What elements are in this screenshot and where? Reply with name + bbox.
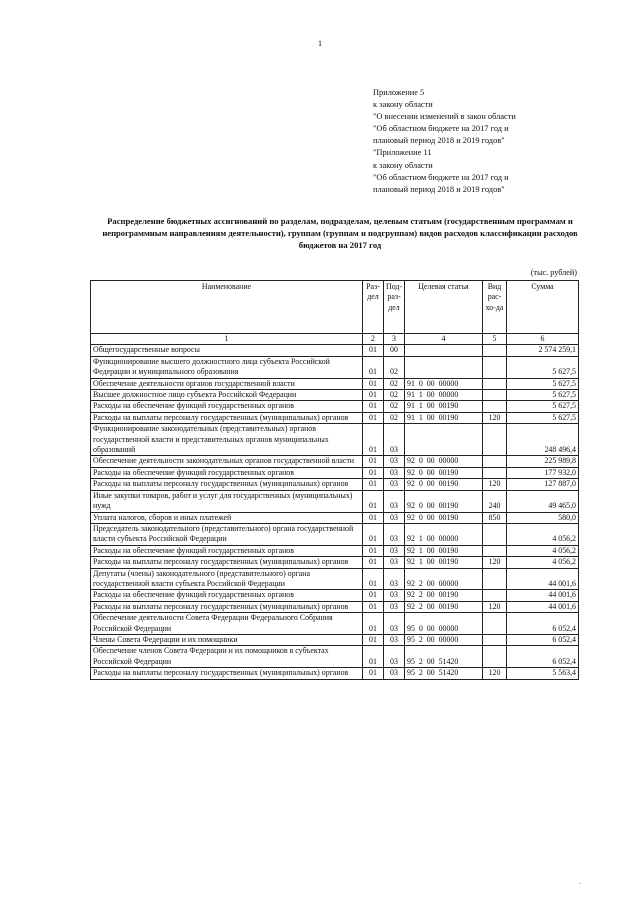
row-name: Общегосударственные вопросы	[91, 345, 363, 356]
row-subsection: 03	[384, 590, 405, 601]
row-subsection: 03	[384, 490, 405, 512]
table-row	[91, 401, 579, 412]
row-target-article: 92 1 00 00000	[405, 523, 483, 545]
header-line: плановый период 2018 и 2019 годов"	[373, 136, 505, 146]
table-row	[91, 512, 579, 523]
table-row	[91, 545, 579, 556]
column-number: 1	[91, 334, 363, 345]
row-name: Уплата налогов, сборов и иных платежей	[91, 512, 363, 523]
row-subsection: 02	[384, 401, 405, 412]
row-section: 01	[363, 613, 384, 635]
row-section: 01	[363, 568, 384, 590]
row-section: 01	[363, 634, 384, 645]
table-row	[91, 345, 579, 356]
row-amount: 580,0	[507, 512, 579, 523]
column-header-name: Наименование	[91, 281, 363, 334]
table-row	[91, 601, 579, 612]
row-subsection: 03	[384, 634, 405, 645]
header-line: к закону области	[373, 100, 433, 110]
column-header-expense-type: Вид рас-хо-да	[483, 281, 507, 334]
row-section: 01	[363, 456, 384, 467]
row-amount: 6 052,4	[507, 613, 579, 635]
row-expense-type	[483, 545, 507, 556]
row-section: 01	[363, 545, 384, 556]
row-amount: 5 627,5	[507, 401, 579, 412]
row-name: Расходы на выплаты персоналу государственных (муниципальных) органов	[91, 479, 363, 490]
row-expense-type	[483, 401, 507, 412]
row-target-article: 91 1 00 00190	[405, 401, 483, 412]
row-subsection: 03	[384, 568, 405, 590]
row-section: 01	[363, 590, 384, 601]
row-subsection: 03	[384, 456, 405, 467]
row-amount: 5 627,5	[507, 390, 579, 401]
row-amount: 248 496,4	[507, 424, 579, 456]
appendix-header	[373, 87, 623, 196]
row-section: 01	[363, 467, 384, 478]
row-name: Высшее должностное лицо субъекта Российской Федерации	[91, 390, 363, 401]
row-name: Расходы на обеспечение функций государственных органов	[91, 590, 363, 601]
row-target-article: 92 2 00 00190	[405, 601, 483, 612]
page-number: 1	[317, 38, 323, 48]
table-row	[91, 390, 579, 401]
row-amount: 44 001,6	[507, 568, 579, 590]
row-target-article: 92 2 00 00000	[405, 568, 483, 590]
table-row	[91, 490, 579, 512]
row-expense-type	[483, 590, 507, 601]
row-section: 01	[363, 479, 384, 490]
row-target-article: 95 2 00 00000	[405, 634, 483, 645]
row-section: 01	[363, 523, 384, 545]
row-target-article: 92 1 00 00190	[405, 545, 483, 556]
row-expense-type	[483, 613, 507, 635]
row-section: 01	[363, 490, 384, 512]
row-section: 01	[363, 412, 384, 423]
row-target-article: 95 0 00 00000	[405, 613, 483, 635]
row-name: Обеспечение деятельности законодательных органов государственной власти	[91, 456, 363, 467]
row-subsection: 00	[384, 345, 405, 356]
row-subsection: 03	[384, 479, 405, 490]
row-amount: 44 001,6	[507, 590, 579, 601]
row-expense-type	[483, 345, 507, 356]
row-name: Расходы на выплаты персоналу государственных (муниципальных) органов	[91, 557, 363, 568]
table-row	[91, 668, 579, 679]
row-expense-type	[483, 378, 507, 389]
row-target-article	[405, 356, 483, 378]
row-name: Функционирование законодательных (представительных) органов государственной власти и представительных органов муниципальных образований	[91, 424, 363, 456]
row-expense-type	[483, 390, 507, 401]
row-expense-type	[483, 424, 507, 456]
row-amount: 127 887,0	[507, 479, 579, 490]
row-section: 01	[363, 512, 384, 523]
row-subsection: 03	[384, 545, 405, 556]
table-row	[91, 568, 579, 590]
row-amount: 2 574 259,1	[507, 345, 579, 356]
row-target-article: 92 2 00 00190	[405, 590, 483, 601]
row-subsection: 02	[384, 390, 405, 401]
row-section: 01	[363, 601, 384, 612]
table-row	[91, 467, 579, 478]
row-amount: 4 056,2	[507, 523, 579, 545]
row-subsection: 03	[384, 601, 405, 612]
row-section: 01	[363, 424, 384, 456]
document-title: Распределение бюджетных ассигнований по разделам, подразделам, целевым статьям (государственным программам и непрограммным направлениям деятельности), группам (группам и подгруппам) видов расходов классификации расходов бюджетов на 2017 год	[102, 216, 578, 250]
row-expense-type	[483, 356, 507, 378]
row-expense-type: 850	[483, 512, 507, 523]
row-section: 01	[363, 345, 384, 356]
units-label: (тыс. рублей)	[530, 268, 577, 277]
row-name: Расходы на обеспечение функций государственных органов	[91, 467, 363, 478]
header-line: плановый период 2018 и 2019 годов"	[373, 184, 505, 194]
row-subsection: 02	[384, 356, 405, 378]
row-expense-type: 120	[483, 557, 507, 568]
row-name: Расходы на выплаты персоналу государственных (муниципальных) органов	[91, 412, 363, 423]
row-expense-type	[483, 456, 507, 467]
table-row	[91, 646, 579, 668]
row-name: Члены Совета Федерации и их помощники	[91, 634, 363, 645]
table-row	[91, 634, 579, 645]
column-number: 3	[384, 334, 405, 345]
row-expense-type: 120	[483, 601, 507, 612]
column-number-row	[91, 334, 579, 345]
header-line: к закону области	[373, 160, 433, 170]
row-amount: 5 563,4	[507, 668, 579, 679]
row-amount: 5 627,5	[507, 412, 579, 423]
header-line: "Об областном бюджете на 2017 год и	[373, 172, 509, 182]
row-amount: 44 001,6	[507, 601, 579, 612]
header-line: Приложение 5	[373, 88, 425, 97]
table-row	[91, 412, 579, 423]
row-expense-type	[483, 646, 507, 668]
corner-mark: ·	[579, 880, 582, 888]
table-header-row	[91, 281, 579, 334]
row-subsection: 02	[384, 412, 405, 423]
row-subsection: 03	[384, 646, 405, 668]
row-section: 01	[363, 356, 384, 378]
row-subsection: 02	[384, 378, 405, 389]
row-target-article: 92 0 00 00190	[405, 479, 483, 490]
row-subsection: 03	[384, 523, 405, 545]
table-row	[91, 523, 579, 545]
table-row	[91, 424, 579, 456]
budget-table	[90, 280, 579, 680]
row-target-article: 92 0 00 00190	[405, 490, 483, 512]
row-expense-type: 120	[483, 479, 507, 490]
table-row	[91, 479, 579, 490]
row-name: Депутаты (члены) законодательного (представительного) органа государственной власти субъекта Российской Федерации	[91, 568, 363, 590]
row-target-article: 95 2 00 51420	[405, 646, 483, 668]
row-target-article: 92 0 00 00000	[405, 456, 483, 467]
row-target-article: 92 0 00 00190	[405, 512, 483, 523]
table-row	[91, 590, 579, 601]
table-row	[91, 557, 579, 568]
column-number: 6	[507, 334, 579, 345]
row-name: Расходы на выплаты персоналу государственных (муниципальных) органов	[91, 601, 363, 612]
row-subsection: 03	[384, 424, 405, 456]
row-amount: 5 627,5	[507, 356, 579, 378]
row-name: Иные закупки товаров, работ и услуг для государственных (муниципальных) нужд	[91, 490, 363, 512]
row-name: Расходы на обеспечение функций государственных органов	[91, 545, 363, 556]
row-target-article: 91 0 00 00000	[405, 378, 483, 389]
table-row	[91, 378, 579, 389]
row-amount: 6 052,4	[507, 634, 579, 645]
row-amount: 225 989,8	[507, 456, 579, 467]
row-amount: 4 056,2	[507, 557, 579, 568]
table-row	[91, 356, 579, 378]
row-target-article: 92 0 00 00190	[405, 467, 483, 478]
row-section: 01	[363, 390, 384, 401]
row-subsection: 03	[384, 512, 405, 523]
row-target-article: 92 1 00 00190	[405, 557, 483, 568]
row-amount: 6 052,4	[507, 646, 579, 668]
row-expense-type: 120	[483, 412, 507, 423]
row-expense-type	[483, 634, 507, 645]
row-amount: 49 465,0	[507, 490, 579, 512]
row-section: 01	[363, 557, 384, 568]
row-expense-type	[483, 523, 507, 545]
row-target-article	[405, 345, 483, 356]
row-target-article: 91 1 00 00190	[405, 412, 483, 423]
row-target-article: 91 1 00 00000	[405, 390, 483, 401]
row-expense-type: 120	[483, 668, 507, 679]
row-section: 01	[363, 646, 384, 668]
column-number: 5	[483, 334, 507, 345]
header-line: "О внесении изменений в закон области	[373, 112, 516, 122]
row-expense-type	[483, 568, 507, 590]
table-body	[91, 345, 579, 679]
row-subsection: 03	[384, 557, 405, 568]
table-row	[91, 613, 579, 635]
row-name: Функционирование высшего должностного лица субъекта Российской Федерации и муниципального образования	[91, 356, 363, 378]
row-target-article	[405, 424, 483, 456]
column-header-section: Раз-дел	[363, 281, 384, 334]
row-subsection: 03	[384, 613, 405, 635]
table-row	[91, 456, 579, 467]
column-number: 4	[405, 334, 483, 345]
row-name: Председатель законодательного (представительного) органа государственной власти субъекта Российской Федерации	[91, 523, 363, 545]
row-target-article: 95 2 00 51420	[405, 668, 483, 679]
row-section: 01	[363, 378, 384, 389]
row-name: Расходы на обеспечение функций государственных органов	[91, 401, 363, 412]
header-line: "Приложение 11	[373, 148, 432, 158]
column-number: 2	[363, 334, 384, 345]
row-name: Расходы на выплаты персоналу государственных (муниципальных) органов	[91, 668, 363, 679]
header-line: "Об областном бюджете на 2017 год и	[373, 124, 509, 134]
row-name: Обеспечение деятельности органов государственной власти	[91, 378, 363, 389]
column-header-subsection: Под-раз-дел	[384, 281, 405, 334]
row-amount: 4 056,2	[507, 545, 579, 556]
row-subsection: 03	[384, 668, 405, 679]
column-header-amount: Сумма	[507, 281, 579, 334]
row-name: Обеспечение деятельности Совета Федерации Федерального Собрания Российской Федерации	[91, 613, 363, 635]
row-expense-type: 240	[483, 490, 507, 512]
row-section: 01	[363, 668, 384, 679]
row-amount: 177 932,0	[507, 467, 579, 478]
row-subsection: 03	[384, 467, 405, 478]
row-expense-type	[483, 467, 507, 478]
column-header-target-article: Целевая статья	[405, 281, 483, 334]
row-section: 01	[363, 401, 384, 412]
row-name: Обеспечение членов Совета Федерации и их помощников в субъектах Российской Федерации	[91, 646, 363, 668]
row-amount: 5 627,5	[507, 378, 579, 389]
